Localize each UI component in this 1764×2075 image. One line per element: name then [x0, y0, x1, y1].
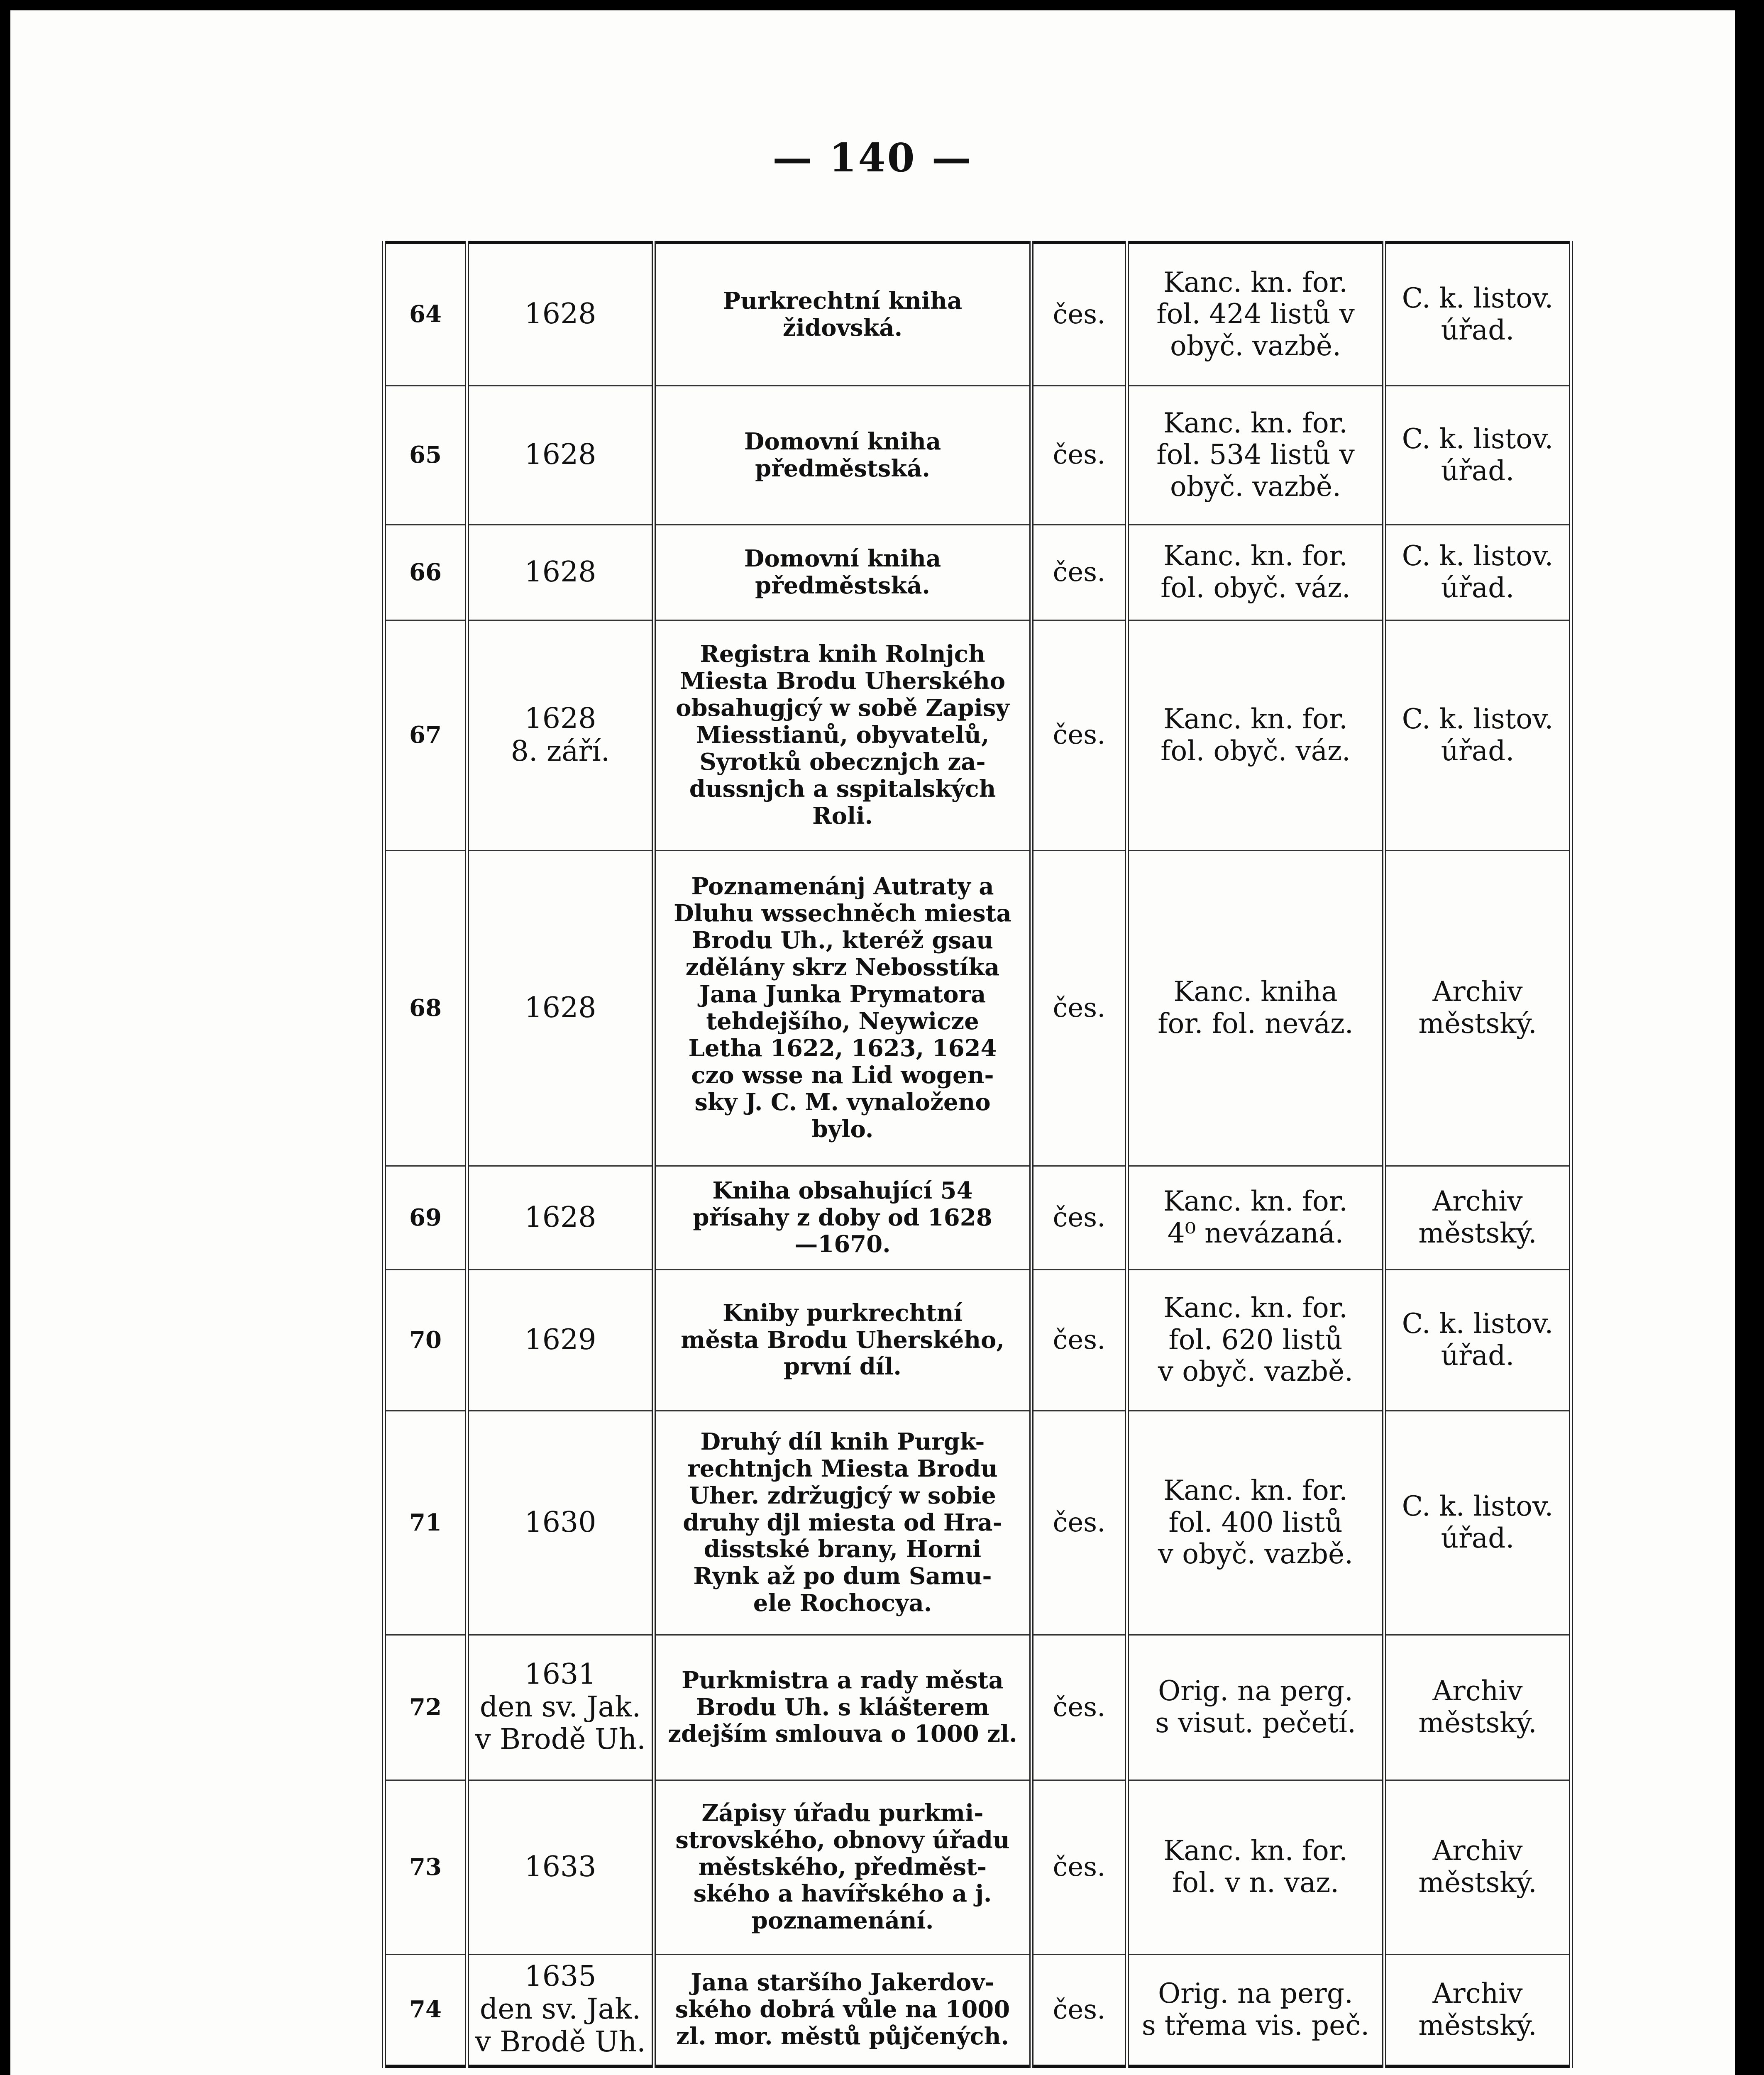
title-line: czo wsse na Lid wogen-	[691, 1061, 994, 1089]
title-line: Dluhu wssechněch miesta	[674, 900, 1011, 928]
entry-repository	[1384, 1269, 1571, 1411]
entry-language: čes.	[1031, 1166, 1127, 1269]
title-line: Registra knih Rolnjch	[700, 640, 985, 668]
title-line: Poznamenánj Autraty a	[691, 873, 994, 901]
title-line: Kniha obsahující 54	[712, 1177, 973, 1204]
form-line: s třema vis. peč.	[1141, 2009, 1370, 2041]
entry-language: čes.	[1031, 1954, 1127, 2066]
title-line: obsahugjcý w sobě Zapisy	[676, 694, 1009, 722]
entry-repository	[1384, 386, 1571, 525]
page-number: — 140 —	[772, 135, 973, 181]
entry-title	[654, 1635, 1031, 1780]
entry-title	[654, 1411, 1031, 1635]
title-line: Miesta Brodu Uherského	[679, 667, 1006, 695]
date-line: 1629	[524, 1323, 596, 1356]
entry-repository	[1384, 1166, 1571, 1269]
date-line: 1635	[524, 1960, 596, 1993]
entry-title	[654, 1269, 1031, 1411]
store-line: C. k. listov.	[1402, 422, 1554, 455]
entry-format	[1127, 850, 1384, 1166]
title-line: ského a havířského a j.	[693, 1880, 992, 1908]
store-line: Archiv	[1432, 1185, 1523, 1218]
form-line: Orig. na perg.	[1158, 1977, 1353, 2010]
title-line: Purkmistra a rady města	[682, 1666, 1004, 1694]
store-line: C. k. listov.	[1402, 1490, 1554, 1523]
entry-title	[654, 1954, 1031, 2066]
title-line: bylo.	[811, 1115, 874, 1143]
store-line: úřad.	[1441, 314, 1515, 346]
entry-date	[467, 525, 654, 620]
store-line: C. k. listov.	[1402, 1308, 1554, 1340]
store-line: Archiv	[1432, 976, 1523, 1008]
table-row	[384, 1269, 1571, 1411]
entry-format	[1127, 1269, 1384, 1411]
entry-number: 71	[384, 1411, 467, 1635]
entry-repository	[1384, 1954, 1571, 2066]
store-line: C. k. listov.	[1402, 282, 1554, 315]
date-line: 1628	[524, 702, 596, 735]
title-line: Miesstianů, obyvatelů,	[696, 721, 990, 749]
title-line: první díl.	[784, 1353, 902, 1381]
entry-date	[467, 1411, 654, 1635]
title-line: Brodu Uh., kteréž gsau	[691, 927, 993, 954]
title-line: disstské brany, Horni	[704, 1536, 982, 1563]
form-line: Kanc. kn. for.	[1163, 703, 1348, 735]
title-line: Jana staršího Jakerdov-	[691, 1969, 994, 1997]
date-line: 1628	[524, 298, 596, 331]
store-line: Archiv	[1432, 1675, 1523, 1707]
entry-number: 70	[384, 1269, 467, 1411]
title-line: Zápisy úřadu purkmi-	[701, 1799, 984, 1827]
form-line: obyč. vazbě.	[1170, 330, 1341, 362]
entry-number: 66	[384, 525, 467, 620]
store-line: úřad.	[1441, 572, 1515, 604]
title-line: Purkrechtní kniha	[723, 287, 963, 315]
entry-title	[654, 386, 1031, 525]
entry-title	[654, 850, 1031, 1166]
store-line: městský.	[1418, 1008, 1537, 1040]
entry-date	[467, 1954, 654, 2066]
form-line: fol. v n. vaz.	[1172, 1867, 1339, 1899]
form-line: Kanc. kn. for.	[1163, 1474, 1348, 1507]
title-line: sky J. C. M. vynaloženo	[694, 1088, 991, 1116]
entry-number: 65	[384, 386, 467, 525]
table-row	[384, 620, 1571, 850]
form-line: Kanc. kn. for.	[1163, 1835, 1348, 1867]
entry-language: čes.	[1031, 1780, 1127, 1954]
entry-title	[654, 1166, 1031, 1269]
title-line: ského dobrá vůle na 1000	[675, 1996, 1010, 2024]
form-line: fol. 620 listů	[1168, 1323, 1343, 1356]
entry-format	[1127, 1780, 1384, 1954]
title-line: Letha 1622, 1623, 1624	[688, 1034, 997, 1062]
table-row	[384, 242, 1571, 386]
entry-repository	[1384, 850, 1571, 1166]
form-line: Kanc. kniha	[1173, 976, 1338, 1008]
title-line: zdělány skrz Nebosstíka	[685, 954, 1000, 981]
title-line: zl. mor. městů půjčených.	[676, 2023, 1009, 2051]
title-line: poznamenání.	[751, 1907, 934, 1935]
entry-language: čes.	[1031, 620, 1127, 850]
store-line: úřad.	[1441, 735, 1515, 767]
table-row	[384, 1635, 1571, 1780]
table-row	[384, 386, 1571, 525]
entry-format	[1127, 1166, 1384, 1269]
register-table	[382, 241, 1573, 2068]
title-line: Jana Junka Prymatora	[699, 981, 986, 1008]
entry-format	[1127, 1635, 1384, 1780]
title-line: zdejším smlouva o 1000 zl.	[668, 1720, 1017, 1748]
form-line: Kanc. kn. for.	[1163, 1185, 1348, 1218]
title-line: Druhý díl knih Purgk-	[700, 1428, 985, 1455]
entry-language: čes.	[1031, 1411, 1127, 1635]
title-line: městského, předměst-	[698, 1853, 987, 1881]
entry-date	[467, 1635, 654, 1780]
form-line: v obyč. vazbě.	[1158, 1355, 1354, 1388]
entry-number: 68	[384, 850, 467, 1166]
document-page	[10, 10, 1735, 2075]
form-line: fol. 534 listů v	[1156, 439, 1355, 471]
store-line: C. k. listov.	[1402, 703, 1554, 735]
form-line: Kanc. kn. for.	[1163, 407, 1348, 439]
entry-repository	[1384, 242, 1571, 386]
entry-language: čes.	[1031, 1635, 1127, 1780]
entry-language: čes.	[1031, 242, 1127, 386]
title-line: Brodu Uh. s klášterem	[696, 1693, 990, 1721]
date-line: 1628	[524, 1201, 596, 1234]
form-line: obyč. vazbě.	[1170, 470, 1341, 503]
date-line: 1628	[524, 438, 596, 471]
store-line: úřad.	[1441, 1340, 1515, 1372]
title-line: dussnjch a sspitalských	[689, 775, 996, 803]
form-line: Orig. na perg.	[1158, 1675, 1353, 1707]
title-line: předměstská.	[755, 454, 930, 482]
form-line: v obyč. vazbě.	[1158, 1538, 1354, 1570]
store-line: městský.	[1418, 1217, 1537, 1249]
entry-number: 67	[384, 620, 467, 850]
form-line: s visut. pečetí.	[1155, 1707, 1356, 1739]
title-line: Roli.	[812, 802, 873, 830]
table-row	[384, 1954, 1571, 2066]
store-line: městský.	[1418, 1867, 1537, 1899]
entry-number: 64	[384, 242, 467, 386]
form-line: fol. 424 listů v	[1156, 298, 1355, 330]
title-line: Domovní kniha	[744, 545, 941, 573]
entry-repository	[1384, 1780, 1571, 1954]
title-line: Kniby purkrechtní	[723, 1299, 963, 1327]
entry-date	[467, 386, 654, 525]
entry-format	[1127, 525, 1384, 620]
title-line: Domovní kniha	[744, 427, 941, 455]
entry-number: 73	[384, 1780, 467, 1954]
date-line: 1633	[524, 1850, 596, 1883]
form-line: 4⁰ nevázaná.	[1167, 1217, 1344, 1249]
title-line: rechtnjch Miesta Brodu	[687, 1455, 998, 1482]
entry-format	[1127, 242, 1384, 386]
store-line: úřad.	[1441, 1522, 1515, 1554]
store-line: C. k. listov.	[1402, 540, 1554, 572]
date-line: 1628	[524, 991, 596, 1024]
date-line: 1628	[524, 555, 596, 588]
form-line: Kanc. kn. for.	[1163, 266, 1348, 298]
date-line: 8. září.	[511, 735, 610, 768]
entry-date	[467, 1269, 654, 1411]
form-line: Kanc. kn. for.	[1163, 540, 1348, 572]
store-line: úřad.	[1441, 454, 1515, 487]
title-line: přísahy z doby od 1628	[693, 1204, 992, 1231]
entry-repository	[1384, 525, 1571, 620]
date-line: 1631	[524, 1658, 596, 1691]
entry-repository	[1384, 1635, 1571, 1780]
title-line: židovská.	[782, 314, 903, 342]
title-line: tehdejšího, Neywicze	[706, 1008, 979, 1035]
form-line: for. fol. neváz.	[1158, 1008, 1354, 1040]
entry-format	[1127, 620, 1384, 850]
entry-format	[1127, 386, 1384, 525]
entry-date	[467, 620, 654, 850]
store-line: Archiv	[1432, 1835, 1523, 1867]
date-line: 1630	[524, 1506, 596, 1539]
title-line: —1670.	[794, 1230, 891, 1258]
title-line: Syrotků obecznjch za-	[699, 748, 986, 776]
entry-language: čes.	[1031, 850, 1127, 1166]
form-line: fol. obyč. váz.	[1161, 735, 1351, 767]
table-row	[384, 850, 1571, 1166]
form-line: fol. obyč. váz.	[1161, 572, 1351, 604]
register-table-body	[384, 242, 1571, 2066]
entry-format	[1127, 1411, 1384, 1635]
table-row	[384, 1411, 1571, 1635]
entry-date	[467, 1166, 654, 1269]
entry-language: čes.	[1031, 386, 1127, 525]
store-line: městský.	[1418, 1707, 1537, 1739]
entry-title	[654, 525, 1031, 620]
title-line: druhy djl miesta od Hra-	[683, 1509, 1002, 1536]
table-row	[384, 1166, 1571, 1269]
title-line: předměstská.	[755, 572, 930, 599]
entry-repository	[1384, 620, 1571, 850]
form-line: fol. 400 listů	[1168, 1506, 1343, 1538]
date-line: v Brodě Uh.	[475, 1723, 646, 1756]
title-line: ele Rochocya.	[753, 1589, 932, 1617]
entry-repository	[1384, 1411, 1571, 1635]
date-line: v Brodě Uh.	[475, 2026, 646, 2059]
title-line: Rynk až po dum Samu-	[693, 1562, 992, 1590]
entry-number: 74	[384, 1954, 467, 2066]
table-row	[384, 525, 1571, 620]
entry-date	[467, 850, 654, 1166]
entry-number: 69	[384, 1166, 467, 1269]
form-line: Kanc. kn. for.	[1163, 1292, 1348, 1324]
entry-title	[654, 242, 1031, 386]
title-line: strovského, obnovy úřadu	[675, 1826, 1010, 1854]
date-line: den sv. Jak.	[479, 1690, 641, 1723]
table-row	[384, 1780, 1571, 1954]
store-line: městský.	[1418, 2009, 1537, 2041]
entry-number: 72	[384, 1635, 467, 1780]
entry-format	[1127, 1954, 1384, 2066]
entry-date	[467, 1780, 654, 1954]
entry-title	[654, 620, 1031, 850]
entry-date	[467, 242, 654, 386]
store-line: Archiv	[1432, 1977, 1523, 2010]
title-line: Uher. zdržugjcý w sobie	[689, 1482, 996, 1509]
entry-title	[654, 1780, 1031, 1954]
entry-language: čes.	[1031, 525, 1127, 620]
entry-language: čes.	[1031, 1269, 1127, 1411]
title-line: města Brodu Uherského,	[681, 1326, 1004, 1354]
date-line: den sv. Jak.	[479, 1993, 641, 2026]
